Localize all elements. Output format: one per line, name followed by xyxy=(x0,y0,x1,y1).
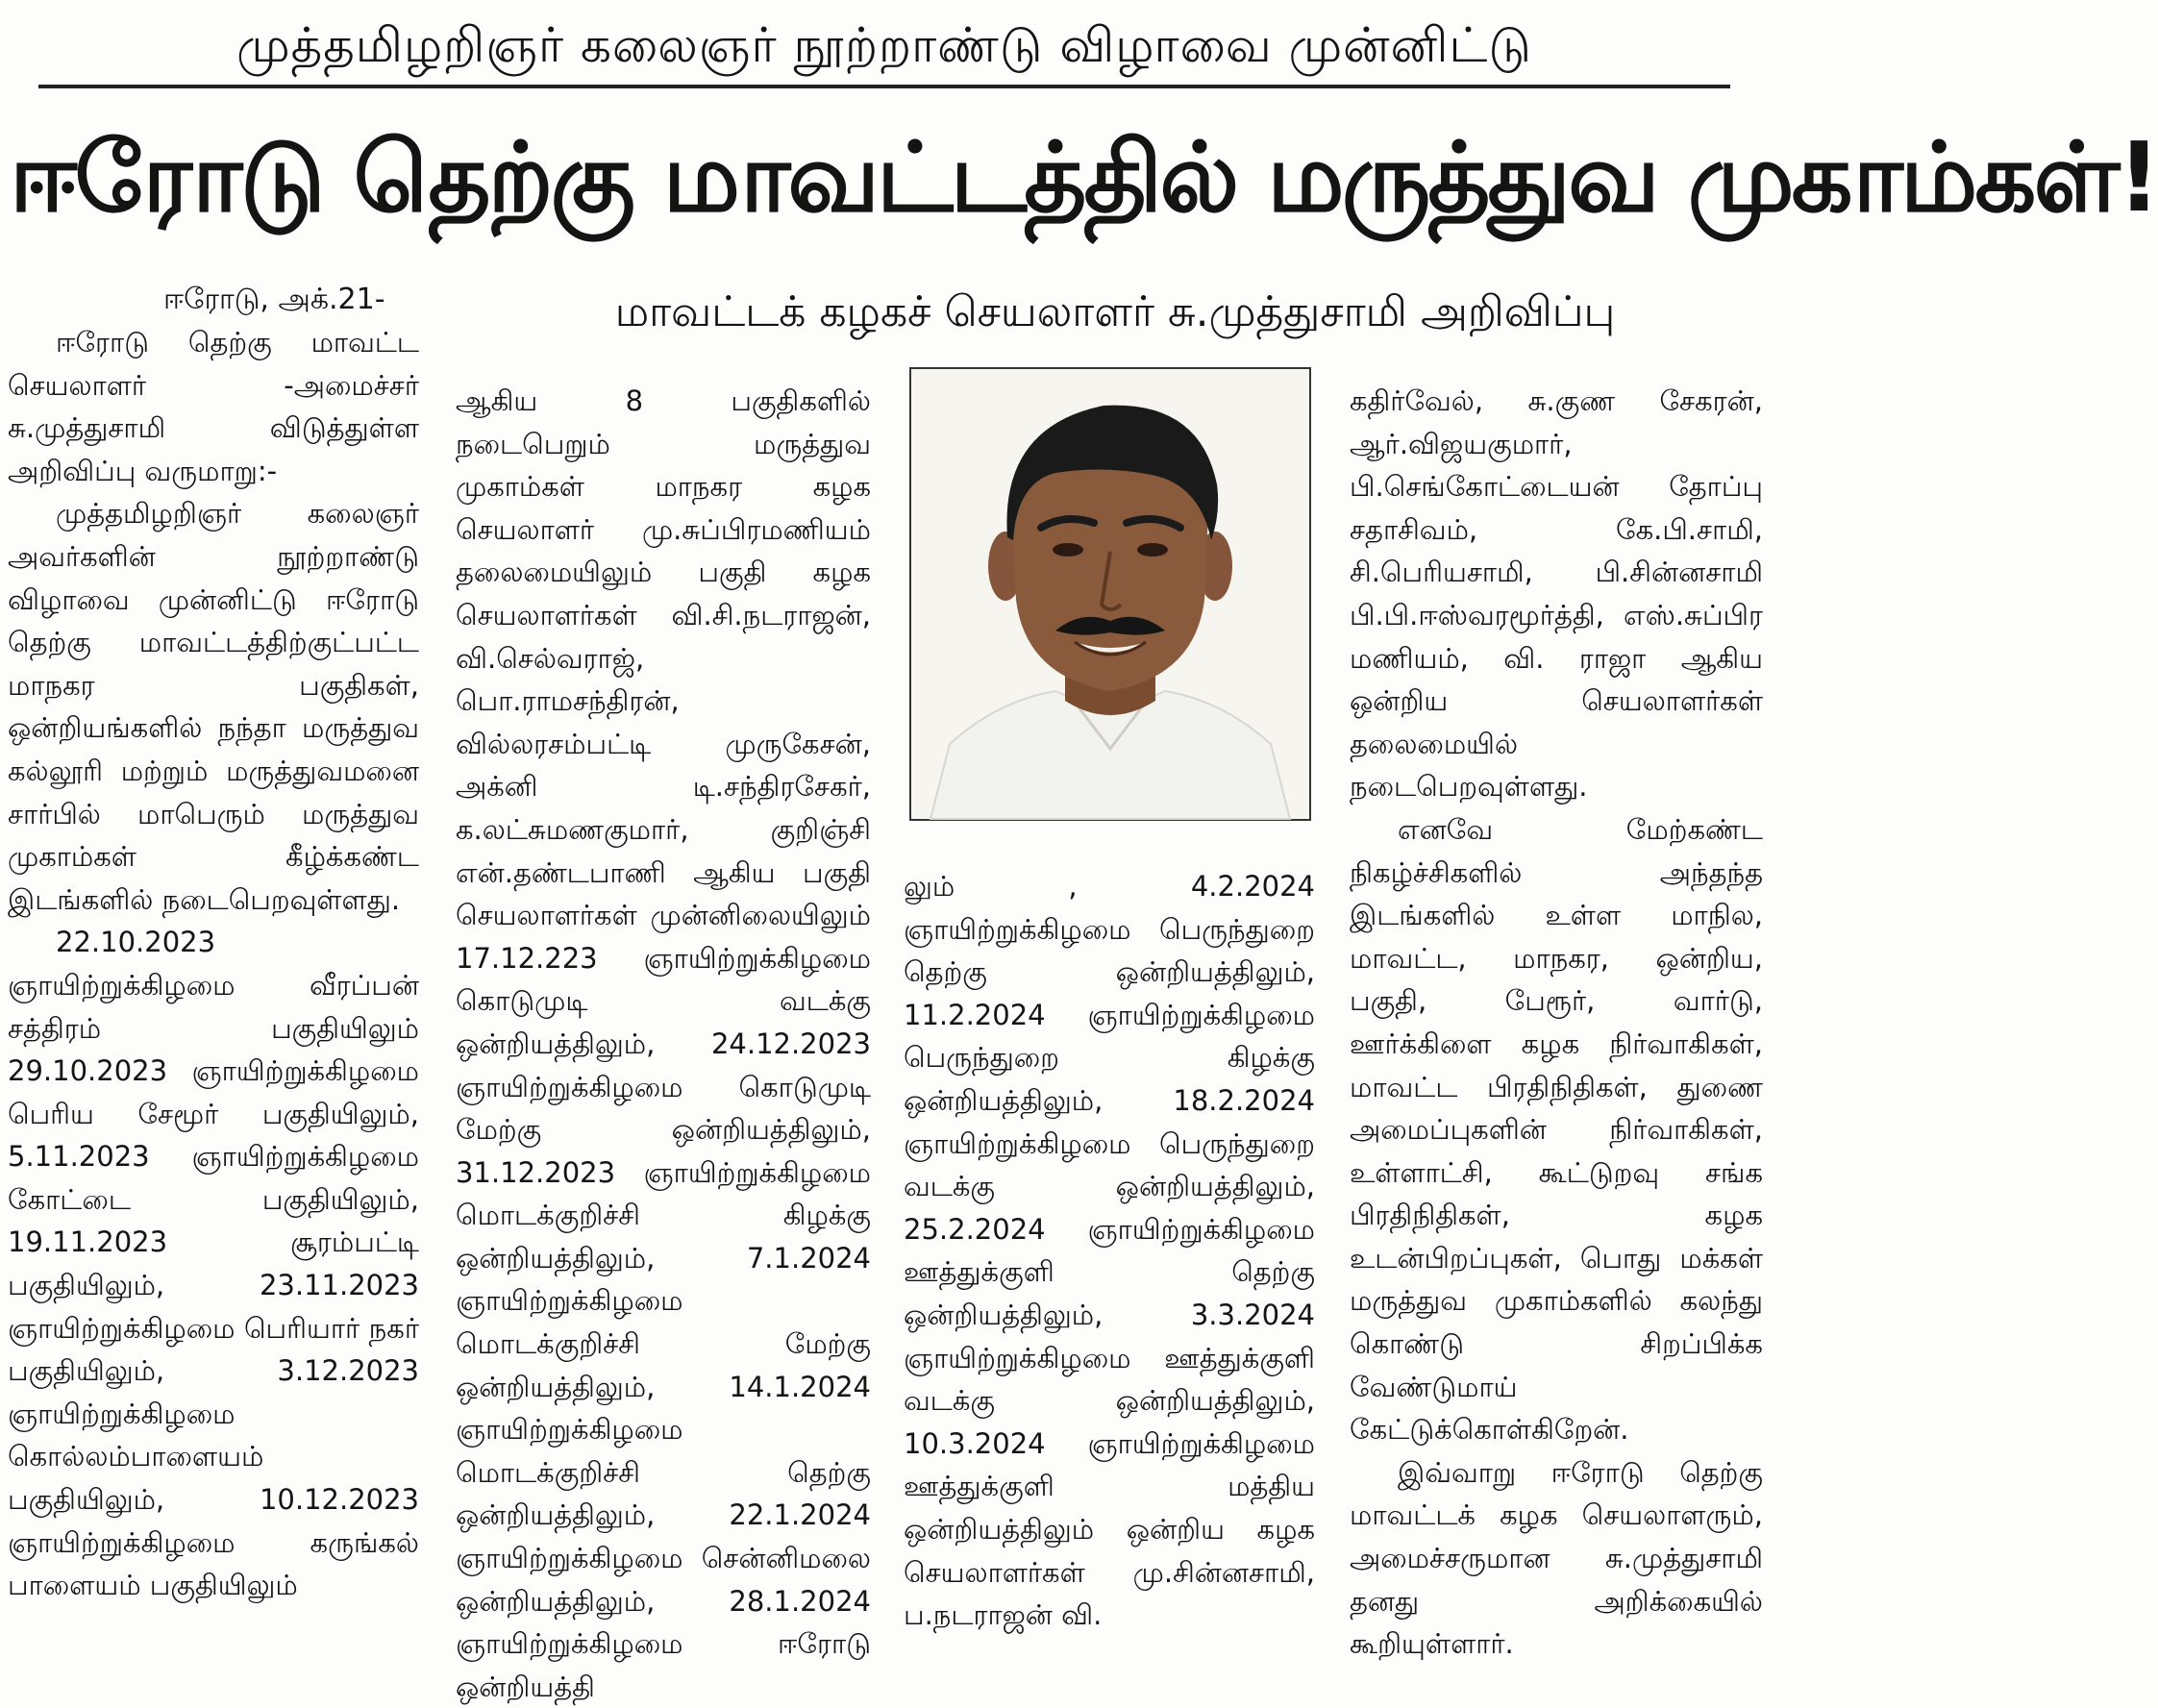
portrait-photo xyxy=(909,367,1311,821)
subheadline: மாவட்டக் கழகச் செயலாளர் சு.முத்துசாமி அறிவிப்பு xyxy=(614,287,1616,336)
paragraph: ஈரோடு தெற்கு மாவட்ட செயலாளர் -அமைச்சர் சு.முத்துசாமி விடுத்துள்ள அறிவிப்பு வருமாறு:- xyxy=(8,326,419,487)
paragraph: ஆகிய 8 பகுதிகளில் நடைபெறும் மருத்துவ முகாம்கள் மாநகர கழக செயலாளர் மு.சுப்பிரமணியம் தலைமையிலும் பகுதி கழக செயலாளர்கள் வி.சி.நடராஜன், வி.செல்வராஜ், பொ.ராமசந்திரன், வில்லரசம்பட்டி முருகேசன், அக்னி டி.சந்திரசேகர், க.லட்சுமணகுமார், குறிஞ்சி என்.தண்டபாணி ஆகிய பகுதி செயலாளர்கள் முன்னிலையிலும் 17.12.223 ஞாயிற்றுக்கிழமை கொடுமுடி வடக்கு ஒன்றியத்திலும், 24.12.2023 ஞாயிற்றுக்கிழமை கொடுமுடி மேற்கு ஒன்றியத்திலும், 31.12.2023 ஞாயிற்றுக்கிழமை மொடக்குறிச்சி கிழக்கு ஒன்றியத்திலும், 7.1.2024 ஞாயிற்றுக்கிழமை மொடக்குறிச்சி மேற்கு ஒன்றியத்திலும், 14.1.2024 ஞாயிற்றுக்கிழமை மொடக்குறிச்சி தெற்கு ஒன்றியத்திலும், 22.1.2024 ஞாயிற்றுக்கிழமை சென்னிமலை ஒன்றியத்திலும், 28.1.2024 ஞாயிற்றுக்கிழமை ஈரோடு ஒன்றியத்தி xyxy=(456,384,871,1703)
headline: ஈரோடு தெற்கு மாவட்டத்தில் மருத்துவ முகாம்கள்! xyxy=(10,121,2158,234)
paragraph: எனவே மேற்கண்ட நிகழ்ச்சிகளில் அந்தந்த இடங்களில் உள்ள மாநில, மாவட்ட, மாநகர, ஒன்றிய, பகுதி, பேரூர், வார்டு, ஊர்க்கிளை கழக நிர்வாகிகள், மாவட்ட பிரதிநிதிகள், துணை அமைப்புகளின் நிர்வாகிகள், உள்ளாட்சி, கூட்டுறவு சங்க பிரதிநிதிகள், கழக உடன்பிறப்புகள், பொது மக்கள் மருத்துவ முகாம்களில் கலந்து கொண்டு சிறப்பிக்க வேண்டுமாய் கேட்டுக்கொள்கிறேன். xyxy=(1350,812,1763,1447)
paragraph: முத்தமிழறிஞர் கலைஞர் அவர்களின் நூற்றாண்டு விழாவை முன்னிட்டு ஈரோடு தெற்கு மாவட்டத்திற்குட்பட்ட மாநகர பகுதிகள், ஒன்றியங்களில் நந்தா மருத்துவ கல்லூரி மற்றும் மருத்துவமனை சார்பில் மாபெரும் மருத்துவ முகாம்கள் கீழ்க்கண்ட இடங்களில் நடைபெறவுள்ளது. xyxy=(8,497,419,916)
paragraph: லும் , 4.2.2024 ஞாயிற்றுக்கிழமை பெருந்துறை தெற்கு ஒன்றியத்திலும், 11.2.2024 ஞாயிற்றுக்கிழமை பெருந்துறை கிழக்கு ஒன்றியத்திலும், 18.2.2024 ஞாயிற்றுக்கிழமை பெருந்துறை வடக்கு ஒன்றியத்திலும், 25.2.2024 ஞாயிற்றுக்கிழமை ஊத்துக்குளி தெற்கு ஒன்றியத்திலும், 3.3.2024 ஞாயிற்றுக்கிழமை ஊத்துக்குளி வடக்கு ஒன்றியத்திலும், 10.3.2024 ஞாயிற்றுக்கிழமை ஊத்துக்குளி மத்திய ஒன்றியத்திலும் ஒன்றிய கழக செயலாளர்கள் மு.சின்னசாமி, ப.நடராஜன் வி. xyxy=(904,870,1315,1632)
dateline: ஈரோடு, அக்.21- xyxy=(163,283,385,316)
article-column-4 xyxy=(1350,380,1763,1661)
portrait-image xyxy=(911,369,1309,819)
paragraph: 22.10.2023 ஞாயிற்றுக்கிழமை வீரப்பன் சத்திரம் பகுதியிலும் 29.10.2023 ஞாயிற்றுக்கிழமை பெரிய சேமூர் பகுதியிலும், 5.11.2023 ஞாயிற்றுக்கிழமை கோட்டை பகுதியிலும், 19.11.2023 சூரம்பட்டி பகுதியிலும், 23.11.2023 ஞாயிற்றுக்கிழமை பெரியார் நகர் பகுதியிலும், 3.12.2023 ஞாயிற்றுக்கிழமை கொல்லம்பாளையம் பகுதியிலும், 10.12.2023 ஞாயிற்றுக்கிழமை கருங்கல் பாளையம் பகுதியிலும் xyxy=(8,926,419,1602)
header-rule xyxy=(38,85,1730,88)
kicker-line: முத்தமிழறிஞர் கலைஞர் நூற்றாண்டு விழாவை முன்னிட்டு xyxy=(236,17,1532,73)
article-column-1 xyxy=(8,321,419,1602)
paragraph: இவ்வாறு ஈரோடு தெற்கு மாவட்டக் கழக செயலாளரும், அமைச்சருமான சு.முத்துசாமி தனது அறிக்கையில் கூறியுள்ளார். xyxy=(1350,1455,1763,1661)
article-column-2 xyxy=(456,380,871,1703)
article-column-3 xyxy=(904,865,1315,1632)
paragraph: கதிர்வேல், சு.குண சேகரன், ஆர்.விஜயகுமார், பி.செங்கோட்டையன் தோப்பு சதாசிவம், கே.பி.சாமி, சி.பெரியசாமி, பி.சின்னசாமி பி.பி.ஈஸ்வரமூர்த்தி, எஸ்.சுப்பிர மணியம், வி. ராஜா ஆகிய ஒன்றிய செயலாளர்கள் தலைமையில் நடைபெறவுள்ளது. xyxy=(1350,384,1763,804)
